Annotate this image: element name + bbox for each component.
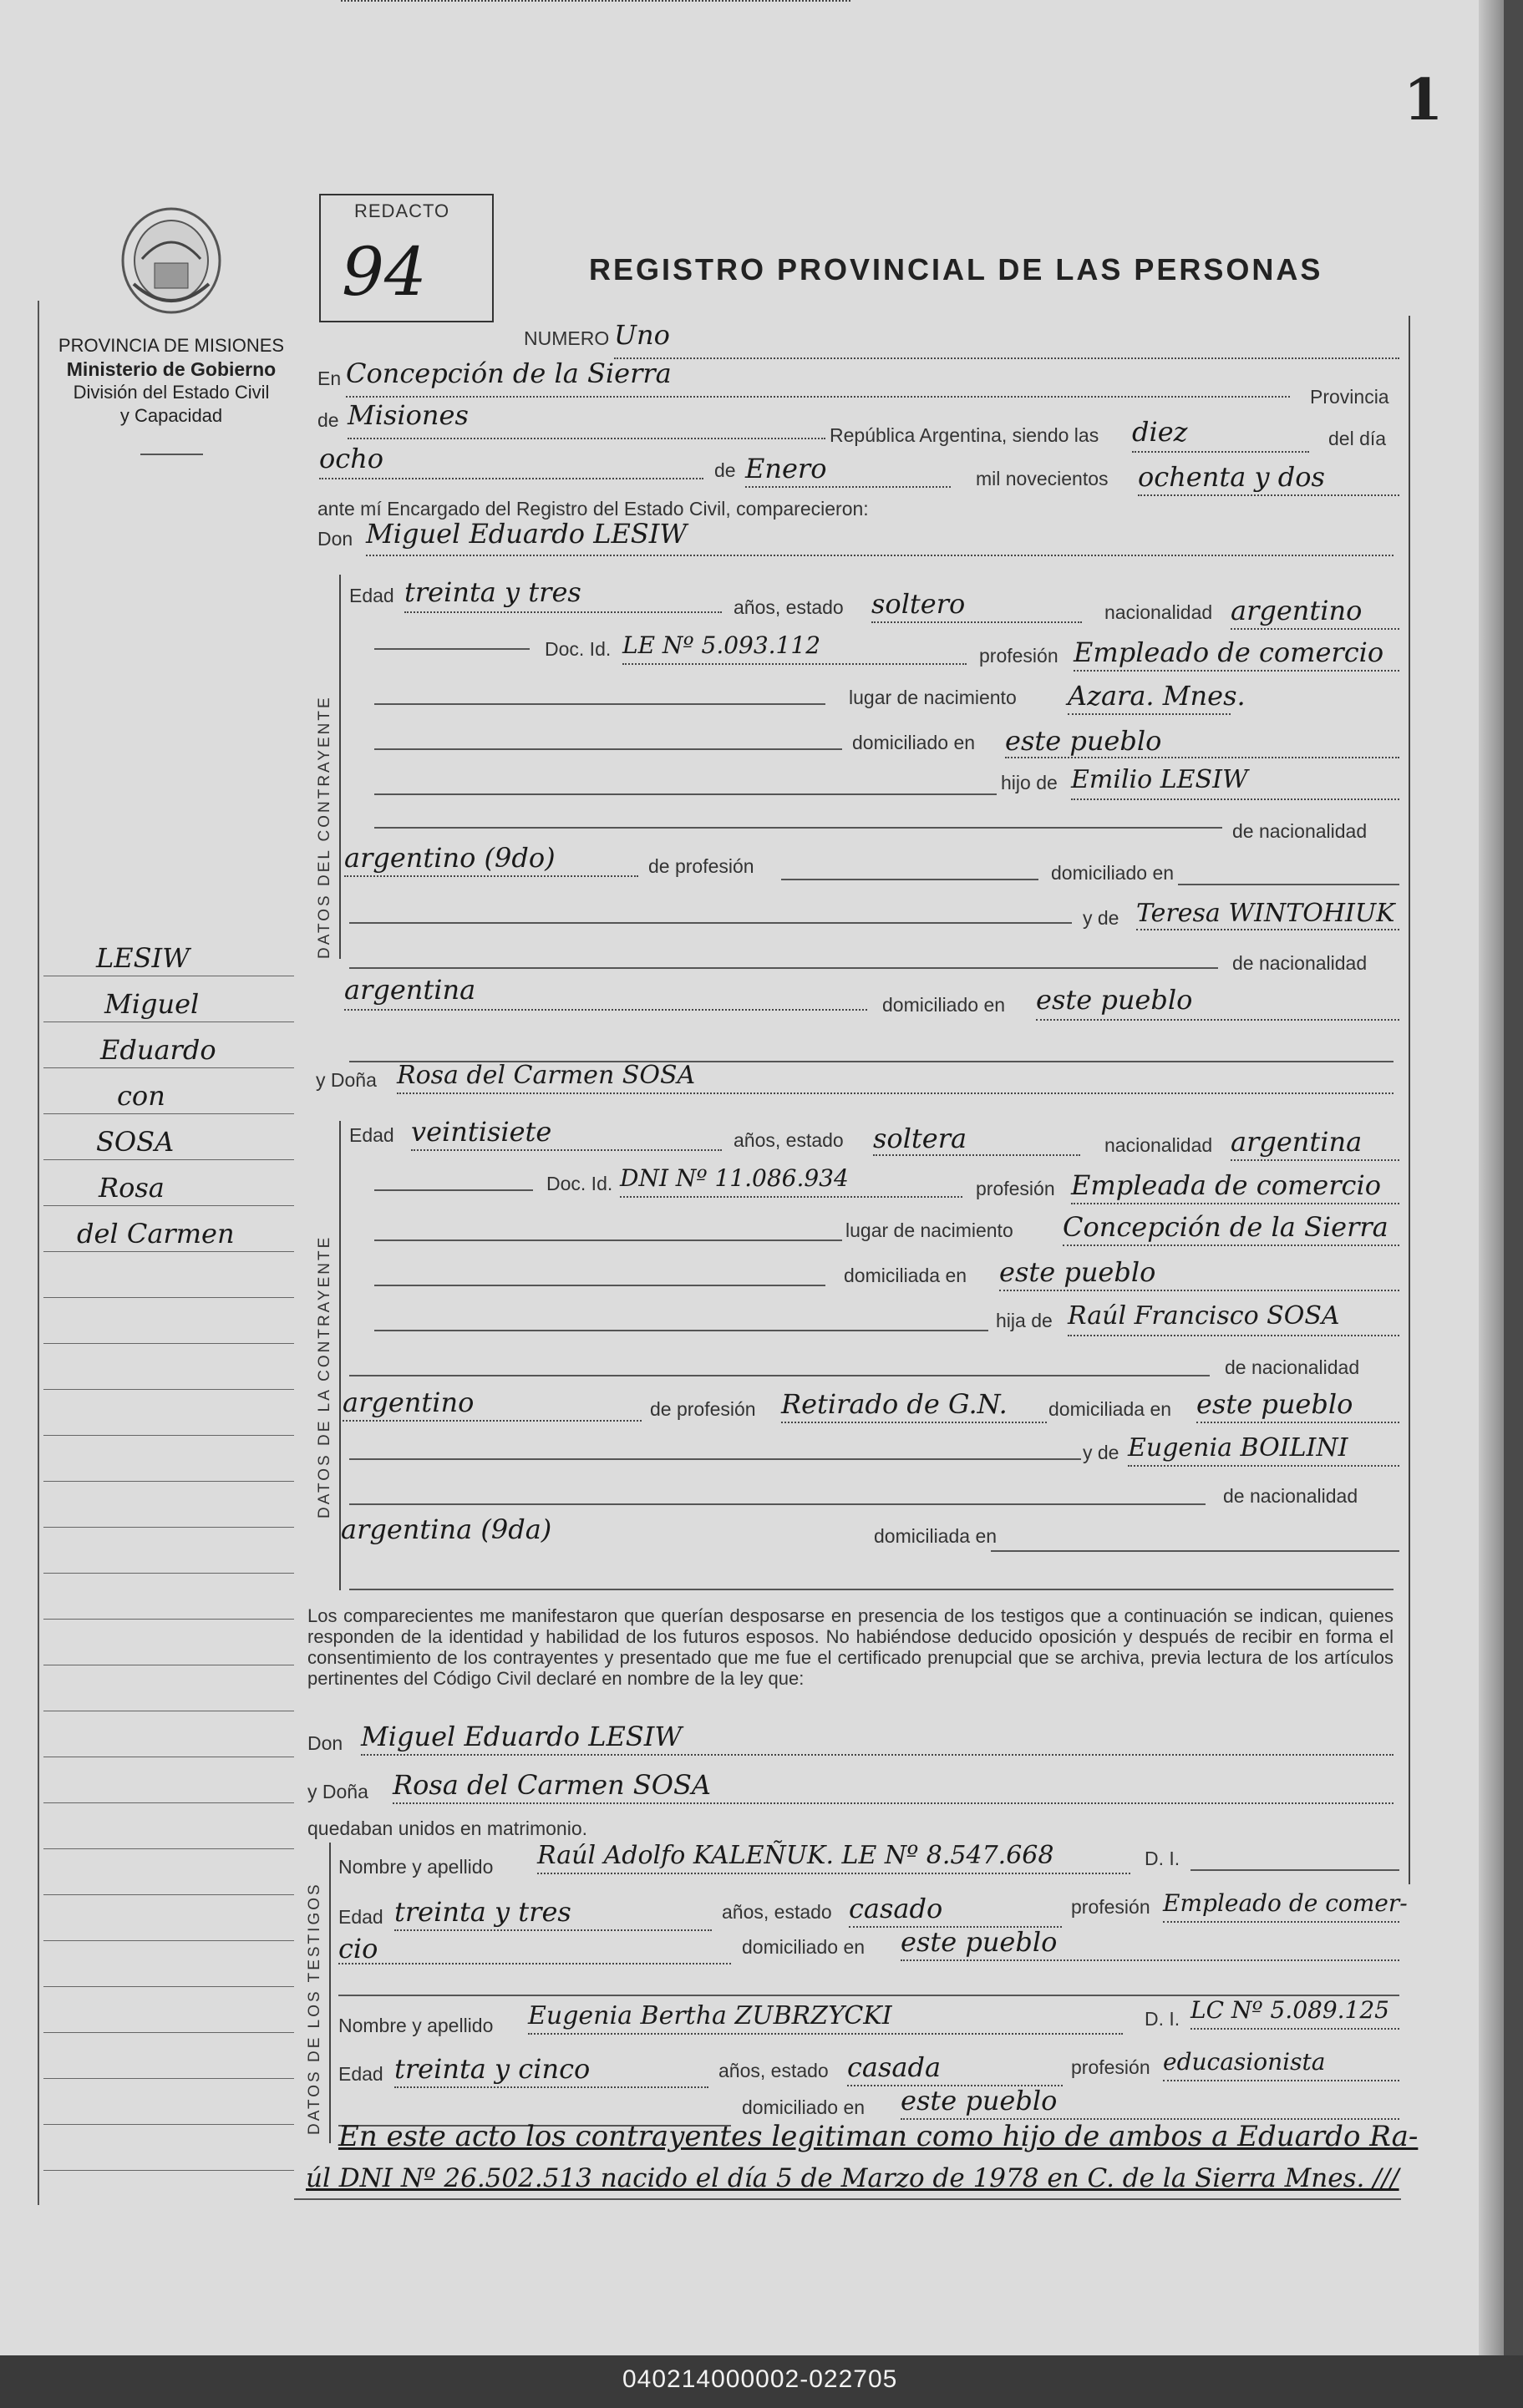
margin-rule	[43, 2032, 294, 2033]
t2-estado-label: años, estado	[718, 2060, 829, 2081]
contrayenta-nacionalidad: argentina	[1231, 1126, 1363, 1158]
numero-label: NUMERO	[524, 327, 610, 349]
contrayenta-domicilio: este pueblo	[999, 1256, 1156, 1288]
hora-value: diez	[1132, 416, 1188, 448]
closing-note-line2: úl DNI Nº 26.502.513 nacido el día 5 de Marzo de 1978 en C. de la Sierra Mnes. ///	[306, 2163, 1399, 2193]
margin-note: LESIW	[96, 942, 190, 974]
testigo1-estado: casado	[849, 1893, 943, 1924]
contrayente-doc: LE Nº 5.093.112	[622, 631, 821, 659]
t2-domicilio-label: domiciliado en	[742, 2096, 866, 2118]
margin-rule	[43, 1527, 294, 1528]
t2-di-label: D. I.	[1145, 2008, 1180, 2030]
testigo1-edad: treinta y tres	[394, 1896, 571, 1928]
en-label: En	[317, 368, 342, 389]
y-de-label: y de	[1083, 907, 1119, 929]
y-de-label-2: y de	[1083, 1442, 1119, 1463]
testigo2-domicilio: este pueblo	[901, 2085, 1058, 2117]
nacionalidad-label-2: nacionalidad	[1104, 1134, 1213, 1156]
contrayenta-padre-domicilio: este pueblo	[1196, 1388, 1353, 1420]
margin-rule	[43, 1251, 294, 1252]
testigo2-profesion: educasionista	[1163, 2048, 1326, 2076]
closing-note-line1: En este acto los contrayentes legitiman como hijo de ambos a Eduardo Ra-	[338, 2120, 1419, 2153]
margin-rule	[43, 1389, 294, 1390]
t2-profesion-label: profesión	[1071, 2056, 1150, 2078]
contrayenta-profesion: Empleada de comercio	[1071, 1169, 1381, 1201]
margin-rule	[43, 1343, 294, 1344]
lugar-nacimiento-label-2: lugar de nacimiento	[845, 1219, 1013, 1241]
contrayente-lugar-nacimiento: Azara. Mnes.	[1068, 680, 1246, 712]
margin-rule	[43, 1894, 294, 1895]
testigo1-profesion-cont: cio	[338, 1933, 378, 1964]
t1-profesion-label: profesión	[1071, 1896, 1150, 1918]
lugar-nacimiento-label: lugar de nacimiento	[849, 687, 1017, 708]
hija-de-label: hija de	[996, 1310, 1053, 1331]
t1-domicilio-label: domiciliado en	[742, 1936, 866, 1958]
profesion-label-2: profesión	[976, 1178, 1055, 1199]
nacionalidad-label: nacionalidad	[1104, 601, 1213, 623]
margin-rule	[43, 1067, 294, 1068]
contrayente-nacionalidad: argentino	[1231, 595, 1363, 626]
province-label: PROVINCIA DE MISIONES	[58, 335, 285, 356]
y-dona-label-2: y Doña	[307, 1781, 368, 1802]
margin-rule	[43, 1205, 294, 1206]
doc-label-2: Doc. Id.	[546, 1173, 613, 1194]
declaration-paragraph: Los comparecientes me manifestaron que querían desposarse en presencia de los testigos que a continuación se indican, quienes responden de la identidad y habilidad de los futuros esposos. No habiéndose deducido oposición y después de recibir en forma el consentimiento de los contrayentes y presentado que me fue el certificado prenupcial que se archiva, previa lectura de los artículos pertinentes del Código Civil declaré en nombre de la ley que:	[307, 1605, 1394, 1689]
doc-label: Doc. Id.	[545, 638, 612, 660]
margin-rule	[43, 1940, 294, 1941]
contrayenta-nombre: Rosa del Carmen SOSA	[397, 1061, 696, 1090]
de-nacionalidad-label-4: de nacionalidad	[1223, 1485, 1358, 1507]
contrayente-section-label: DATOS DEL CONTRAYENTE	[316, 695, 333, 959]
ante-label: ante mí Encargado del Registro del Estado Civil, comparecieron:	[317, 498, 869, 520]
contrayente-domicilio: este pueblo	[1005, 725, 1162, 757]
testigo2-nombre: Eugenia Bertha ZUBRZYCKI	[528, 2001, 892, 2030]
margin-note: SOSA	[96, 1126, 175, 1158]
capacity-label: y Capacidad	[119, 405, 223, 426]
margin-note: del Carmen	[77, 1218, 235, 1250]
anio-value: ochenta y dos	[1138, 461, 1325, 493]
contrayente-estado: soltero	[871, 588, 966, 620]
margin-rule	[43, 2078, 294, 2079]
de-mes-label: de	[714, 459, 736, 481]
de-profesion-label: de profesión	[648, 855, 754, 877]
edad-label: Edad	[349, 585, 394, 606]
contrayente-profesion: Empleado de comercio	[1074, 636, 1384, 668]
contrayente-madre: Teresa WINTOHIUK	[1136, 899, 1395, 928]
de-nacionalidad-label: de nacionalidad	[1232, 820, 1368, 842]
issuing-authority	[33, 334, 309, 428]
contrayenta-padre-profesion: Retirado de G.N.	[781, 1388, 1008, 1420]
domiciliado-en-label: domiciliado en	[1051, 862, 1175, 884]
margin-note: Eduardo	[100, 1034, 216, 1066]
margin-note: Miguel	[104, 988, 200, 1020]
margin-rule	[43, 1481, 294, 1482]
don-label-2: Don	[307, 1732, 343, 1754]
madre-domicilio-label: domiciliado en	[882, 994, 1006, 1016]
anios-estado-label: años, estado	[734, 596, 844, 618]
testigos-section-label: DATOS DE LOS TESTIGOS	[306, 1882, 323, 2135]
mil-novecientos-label: mil novecientos	[976, 468, 1109, 489]
t1-nombre-label: Nombre y apellido	[338, 1856, 494, 1878]
redacto-value: 94	[342, 233, 427, 311]
margin-rule	[43, 1986, 294, 1987]
madre-domicilio-label-2: domiciliada en	[874, 1525, 998, 1547]
contrayenta-edad: veintisiete	[411, 1116, 552, 1148]
margin-rule	[43, 2170, 294, 2171]
redacto-box	[319, 194, 494, 322]
margin-note: con	[117, 1080, 165, 1112]
margin-rule	[43, 1113, 294, 1114]
de-profesion-label-2: de profesión	[650, 1398, 756, 1420]
contrayente-edad: treinta y tres	[404, 576, 581, 608]
madre-nacionalidad: argentina	[344, 974, 476, 1006]
testigo2-estado: casada	[847, 2051, 942, 2083]
del-dia-label: del día	[1328, 428, 1387, 449]
t1-estado-label: años, estado	[722, 1901, 832, 1923]
margin-rule	[43, 2124, 294, 2125]
registry-title: REGISTRO PROVINCIAL DE LAS PERSONAS	[589, 252, 1323, 286]
margin-rule	[43, 1802, 294, 1803]
footer-bar	[0, 2355, 1523, 2408]
contrayenta-estado: soltera	[873, 1123, 967, 1154]
page-number: 1	[1404, 67, 1444, 134]
domicilio-label-2: domiciliada en	[844, 1265, 967, 1286]
contrayenta-padre: Raúl Francisco SOSA	[1068, 1301, 1340, 1331]
de-nacionalidad-label-2: de nacionalidad	[1232, 952, 1368, 974]
mes-value: Enero	[745, 453, 827, 484]
provincial-crest-icon	[117, 200, 226, 317]
anios-estado-label-2: años, estado	[734, 1129, 844, 1151]
contrayente-padre: Emilio LESIW	[1071, 765, 1248, 794]
contrayenta-doc: DNI Nº 11.086.934	[620, 1164, 849, 1192]
t1-di-label: D. I.	[1145, 1848, 1180, 1869]
contrayenta-padre-nacionalidad: argentino	[343, 1387, 475, 1418]
don-label: Don	[317, 528, 353, 550]
redacto-label: REDACTO	[354, 200, 450, 221]
footer-code: 040214000002-022705	[622, 2365, 898, 2393]
padre-domicilio-label: domiciliada en	[1048, 1398, 1172, 1420]
margin-rule	[43, 1021, 294, 1022]
padre-nacionalidad: argentino (9do)	[344, 842, 556, 874]
margin-rule	[43, 1573, 294, 1574]
republica-label: República Argentina, siendo las	[830, 424, 1099, 446]
provincia-value: Misiones	[348, 399, 469, 431]
provincia-label: Provincia	[1310, 386, 1389, 408]
hijo-de-label: hijo de	[1001, 772, 1058, 793]
unidos-label: quedaban unidos en matrimonio.	[307, 1817, 588, 1839]
margin-rule	[43, 1159, 294, 1160]
contrayenta-madre: Eugenia BOILINI	[1128, 1433, 1348, 1463]
margin-rule	[43, 1848, 294, 1849]
margin-rule	[43, 1297, 294, 1298]
numero-value: Uno	[614, 319, 670, 351]
ministry-label: Ministerio de Gobierno	[66, 358, 277, 380]
t2-edad-label: Edad	[338, 2063, 383, 2085]
lugar-celebracion: Concepción de la Sierra	[346, 357, 672, 389]
dia-value: ocho	[319, 443, 384, 474]
esposo-nombre: Miguel Eduardo LESIW	[361, 1721, 683, 1752]
t1-edad-label: Edad	[338, 1906, 383, 1928]
margin-note: Rosa	[99, 1172, 165, 1204]
testigo1-nombre: Raúl Adolfo KALEÑUK. LE Nº 8.547.668	[537, 1841, 1054, 1870]
contrayenta-lugar-nacimiento: Concepción de la Sierra	[1063, 1211, 1388, 1243]
margin-rule	[43, 1619, 294, 1620]
domicilio-label: domiciliado en	[852, 732, 976, 753]
profesion-label: profesión	[979, 645, 1058, 667]
margin-rule	[43, 1435, 294, 1436]
contrayenta-madre-nacionalidad: argentina (9da)	[341, 1513, 552, 1545]
de-nacionalidad-label-3: de nacionalidad	[1225, 1356, 1360, 1378]
testigo2-di: LC Nº 5.089.125	[1190, 1996, 1389, 2024]
division-label: División del Estado Civil	[73, 382, 270, 403]
esposa-nombre: Rosa del Carmen SOSA	[393, 1769, 711, 1801]
testigo2-edad: treinta y cinco	[394, 2053, 591, 2085]
y-dona-label: y Doña	[316, 1069, 377, 1091]
edad-label-2: Edad	[349, 1124, 394, 1146]
de-label: de	[317, 409, 339, 431]
testigo1-profesion: Empleado de comer-	[1163, 1889, 1408, 1917]
t2-nombre-label: Nombre y apellido	[338, 2015, 494, 2036]
madre-domicilio: este pueblo	[1036, 984, 1193, 1016]
testigo1-domicilio: este pueblo	[901, 1926, 1058, 1958]
contrayente-nombre: Miguel Eduardo LESIW	[366, 518, 688, 550]
contrayenta-section-label: DATOS DE LA CONTRAYENTE	[316, 1234, 333, 1518]
